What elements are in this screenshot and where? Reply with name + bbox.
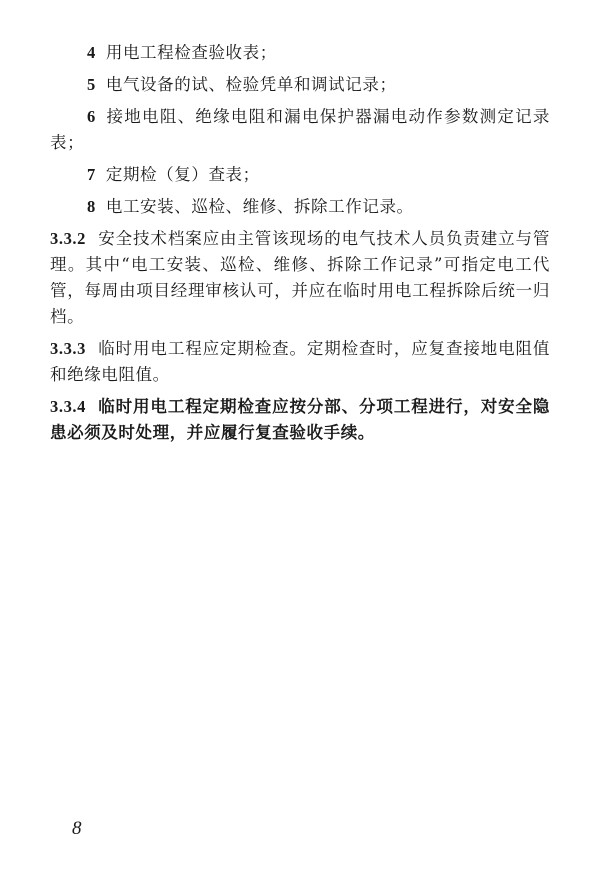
section-text: 安全技术档案应由主管该现场的电气技术人员负责建立与管理。其中“电工安装、巡检、维修、拆除工作记录”可指定电工代管，每周由项目经理审核认可，并应在临时用电工程拆除后统一归档。 [50, 229, 550, 326]
item-number: 7 [87, 165, 96, 184]
list-item [50, 194, 550, 220]
item-number: 6 [87, 107, 96, 126]
list-item [50, 104, 550, 156]
item-text: 电气设备的试、检验凭单和调试记录； [105, 75, 397, 94]
section-number: 3.3.3 [50, 339, 86, 358]
section-paragraph [50, 226, 550, 330]
item-number: 8 [87, 197, 96, 216]
list-item [50, 72, 550, 98]
section-text: 临时用电工程定期检查应按分部、分项工程进行，对安全隐患必须及时处理，并应履行复查验收手续。 [50, 397, 550, 442]
item-text: 接地电阻、绝缘电阻和漏电保护器漏电动作参数测定记录表； [50, 107, 550, 152]
section-paragraph [50, 394, 550, 446]
section-paragraph [50, 336, 550, 388]
document-body [50, 40, 550, 452]
section-number: 3.3.2 [50, 229, 86, 248]
item-text: 定期检（复）查表； [105, 165, 260, 184]
item-number: 5 [87, 75, 96, 94]
section-number: 3.3.4 [50, 397, 86, 416]
list-item [50, 40, 550, 66]
item-number: 4 [87, 43, 96, 62]
page-number: 8 [72, 818, 82, 839]
item-text: 电工安装、巡检、维修、拆除工作记录。 [105, 197, 414, 216]
list-item [50, 162, 550, 188]
item-text: 用电工程检查验收表； [105, 43, 277, 62]
section-text: 临时用电工程应定期检查。定期检查时，应复查接地电阻值和绝缘电阻值。 [50, 339, 550, 384]
